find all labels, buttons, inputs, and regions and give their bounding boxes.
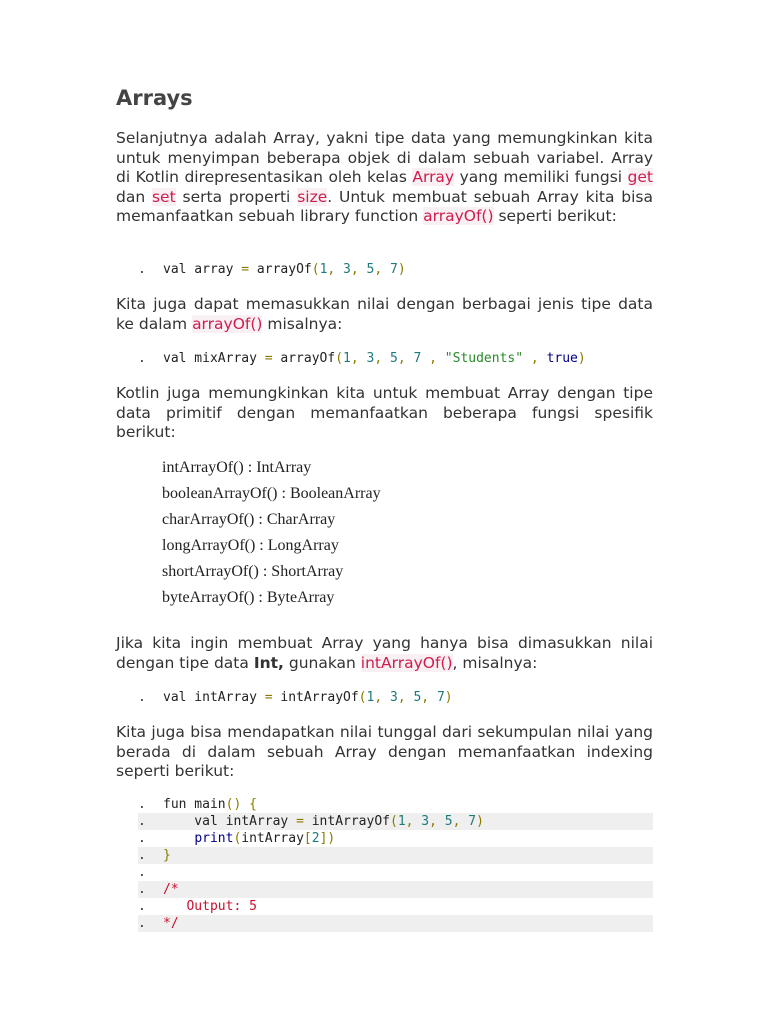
list-item: charArrayOf() : CharArray — [162, 511, 336, 528]
inline-code-set: set — [151, 187, 176, 206]
section-title: Arrays — [116, 86, 193, 110]
code-line: . val intArray = intArrayOf(1, 3, 5, 7) — [138, 813, 653, 830]
code-line: . */ — [138, 915, 653, 932]
paragraph-primitive: Kotlin juga memungkinkan kita untuk membuat Array dengan tipe data primitif dengan memanfaatkan beberapa fungsi spesifik berikut: — [116, 384, 653, 441]
paragraph-mixed-types: Kita juga dapat memasukkan nilai dengan berbagai jenis tipe data ke dalam arrayOf() misalnya: — [116, 295, 653, 333]
code-line — [138, 864, 653, 881]
paragraph-int-array: Jika kita ingin membuat Array yang hanya bisa dimasukkan nilai dengan tipe data Int, gunakan intArrayOf(), misalnya: — [116, 634, 653, 672]
list-item: intArrayOf() : IntArray — [162, 459, 312, 476]
code-line: . val array = arrayOf(1, 3, 5, 7) — [138, 262, 406, 277]
paragraph-indexing: Kita juga bisa mendapatkan nilai tunggal dari sekumpulan nilai yang berada di dalam sebuah Array dengan memanfaatkan indexing seperti berikut: — [116, 723, 653, 780]
code-line: . val intArray = intArrayOf(1, 3, 5, 7) — [138, 690, 453, 705]
code-bullet: . — [138, 797, 146, 812]
code-bullet: . — [138, 351, 146, 366]
code-line: . /* — [138, 881, 653, 898]
code-line: . } — [138, 847, 653, 864]
code-bullet: . — [138, 262, 146, 277]
code-bullet: . — [138, 899, 146, 914]
paragraph-intro: Selanjutnya adalah Array, yakni tipe data yang memungkinkan kita untuk menyimpan beberapa objek di dalam sebuah variabel. Array di Kotlin direpresentasikan oleh kelas Array yang memiliki fungsi get dan set serta properti size. Untuk membuat sebuah Array kita bisa memanfaatkan sebuah library function arrayOf() seperti berikut: — [116, 129, 654, 225]
inline-code-get: get — [627, 168, 653, 186]
list-item: longArrayOf() : LongArray — [162, 537, 339, 554]
code-bullet: . — [138, 865, 146, 880]
code-bullet: . — [138, 690, 146, 705]
function-list — [162, 458, 381, 614]
code-line: . Output: 5 — [138, 899, 257, 914]
code-bullet: . — [138, 848, 146, 863]
list-item: booleanArrayOf() : BooleanArray — [162, 485, 381, 502]
code-bullet: . — [138, 814, 146, 829]
list-item: byteArrayOf() : ByteArray — [162, 589, 335, 606]
code-bullet: . — [138, 831, 146, 846]
inline-code-arrayof: arrayOf() — [423, 207, 494, 225]
code-bullet: . — [138, 882, 146, 897]
code-line: . fun main() { — [138, 797, 257, 812]
code-line: . val mixArray = arrayOf(1, 3, 5, 7 , "Students" , true) — [138, 351, 586, 366]
list-item: shortArrayOf() : ShortArray — [162, 563, 344, 580]
inline-code-arrayof: arrayOf() — [192, 314, 263, 333]
inline-code-array: Array — [412, 168, 455, 186]
code-line: . print(intArray[2]) — [138, 831, 336, 846]
code-bullet: . — [138, 916, 146, 931]
inline-code-size: size — [297, 187, 328, 206]
inline-code-intarrayof: intArrayOf() — [360, 653, 453, 672]
